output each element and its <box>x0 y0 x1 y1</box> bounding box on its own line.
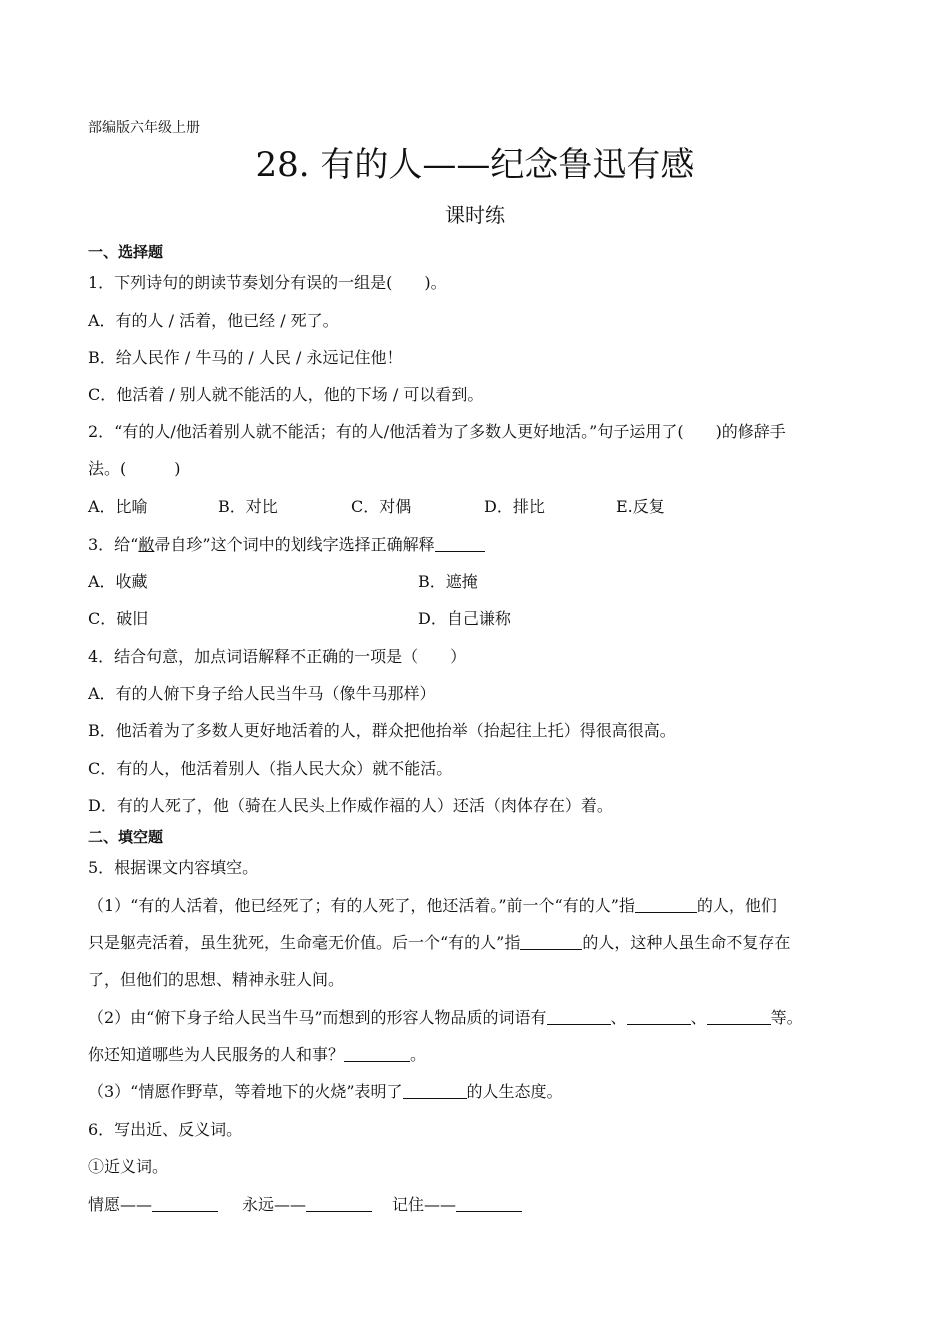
q5-p2-blank-1[interactable] <box>547 1008 611 1025</box>
q5-p1-line1 <box>88 896 862 916</box>
q2-option-c: C．对偶 <box>351 497 412 516</box>
q5-p3-text-b: 的人生态度。 <box>466 1082 563 1101</box>
q5-p2-line1 <box>88 1008 862 1028</box>
q5-p2-text-c: 你还知道哪些为人民服务的人和事？ <box>88 1045 345 1064</box>
q6-synonyms-row <box>88 1195 862 1215</box>
q6-sub1-label: ①近义词。 <box>88 1157 169 1176</box>
q3-option-d: D．自己谦称 <box>418 609 511 628</box>
q5-p1-blank-1[interactable] <box>635 896 697 913</box>
q4-option-c: C．有的人，他活着别人（指人民大众）就不能活。 <box>88 759 453 778</box>
q3-underlined-char: 敝 <box>138 535 155 554</box>
q5-p3-text-a: （3）“情愿作野草，等着地下的火烧”表明了 <box>88 1082 403 1101</box>
grade-label: 部编版六年级上册 <box>88 120 200 136</box>
q5-p2-blank-3[interactable] <box>707 1008 771 1025</box>
q3-answer-blank[interactable] <box>435 535 485 552</box>
q5-p1-text-c: 只是躯壳活着，虽生犹死，生命毫无价值。后一个“有的人”指 <box>88 933 521 952</box>
q3-option-a: A．收藏 <box>88 572 148 591</box>
q5-p2-blank-4[interactable] <box>344 1045 410 1062</box>
q4-option-d: D．有的人死了，他（骑在人民头上作威作福的人）还活（肉体存在）着。 <box>88 796 613 815</box>
q2-stem-line1: 2．“有的人/他活着别人就不能活；有的人/他活着为了多数人更好地活。”句子运用了( )的修辞手 <box>88 422 786 441</box>
q5-p1-line2 <box>88 933 862 953</box>
q2-option-e: E.反复 <box>616 497 665 516</box>
q5-p2-blank-2[interactable] <box>627 1008 691 1025</box>
q5-p2-text-b: 等。 <box>770 1008 803 1027</box>
q5-p2-sep-1: 、 <box>610 1008 627 1027</box>
q3-option-b: B．遮掩 <box>418 572 478 591</box>
q5-p2-line2 <box>88 1045 862 1065</box>
q6-word-2: 永远—— <box>242 1195 307 1214</box>
section-choice-title: 一、选择题 <box>88 243 164 261</box>
q2-stem-line2: 法。( ) <box>88 459 181 478</box>
q1-stem: 1．下列诗句的朗读节奏划分有误的一组是( )。 <box>88 273 447 292</box>
q3-options-row1 <box>88 572 862 592</box>
q1-option-a: A．有的人 / 活着，他已经 / 死了。 <box>88 311 339 330</box>
q5-p1-text-d: 的人，这种人虽生命不复存在 <box>582 933 791 952</box>
q5-p3-line <box>88 1082 862 1102</box>
q3-stem-pre: 3．给“ <box>88 535 139 554</box>
q3-stem-post: 帚自珍”这个词中的划线字选择正确解释 <box>154 535 435 554</box>
q3-option-c: C．破旧 <box>88 609 149 628</box>
q4-option-b: B．他活着为了多数人更好地活着的人，群众把他抬举（抬起往上托）得很高很高。 <box>88 721 676 740</box>
q5-p1-text-a: （1）“有的人活着，他已经死了；有的人死了，他还活着。”前一个“有的人”指 <box>88 896 635 915</box>
q4-option-a: A．有的人俯下身子给人民当牛马（像牛马那样） <box>88 684 436 703</box>
q6-word-3: 记住—— <box>392 1195 457 1214</box>
q6-blank-2[interactable] <box>306 1195 372 1212</box>
q2-option-d: D．排比 <box>484 497 545 516</box>
q3-options-row2 <box>88 609 862 629</box>
q5-p1-text-b: 的人，他们 <box>696 896 777 915</box>
q5-p1-blank-2[interactable] <box>520 933 582 950</box>
q6-stem: 6．写出近、反义词。 <box>88 1120 243 1139</box>
q3-stem <box>88 535 862 555</box>
q2-options <box>88 497 862 517</box>
q6-word-1: 情愿—— <box>88 1195 153 1214</box>
q5-stem: 5．根据课文内容填空。 <box>88 858 259 877</box>
q2-option-a: A．比喻 <box>88 497 148 516</box>
q5-p3-blank[interactable] <box>403 1082 467 1099</box>
q6-blank-3[interactable] <box>456 1195 522 1212</box>
q1-option-c: C．他活着 / 别人就不能活的人，他的下场 / 可以看到。 <box>88 385 484 404</box>
page-title: 28. 有的人——纪念鲁迅有感 <box>255 145 695 185</box>
q2-option-b: B．对比 <box>218 497 278 516</box>
q5-p1-line3: 了，但他们的思想、精神永驻人间。 <box>88 970 345 989</box>
page-subtitle: 课时练 <box>445 203 505 227</box>
q6-blank-1[interactable] <box>152 1195 218 1212</box>
q4-stem: 4．结合句意，加点词语解释不正确的一项是（ ） <box>88 647 467 666</box>
q5-p2-text-a: （2）由“俯下身子给人民当牛马”而想到的形容人物品质的词语有 <box>88 1008 547 1027</box>
section-fill-title: 二、填空题 <box>88 828 164 846</box>
q5-p2-sep-2: 、 <box>690 1008 707 1027</box>
q1-option-b: B．给人民作 / 牛马的 / 人民 / 永远记住他！ <box>88 348 403 367</box>
q5-p2-text-d: 。 <box>410 1045 427 1064</box>
